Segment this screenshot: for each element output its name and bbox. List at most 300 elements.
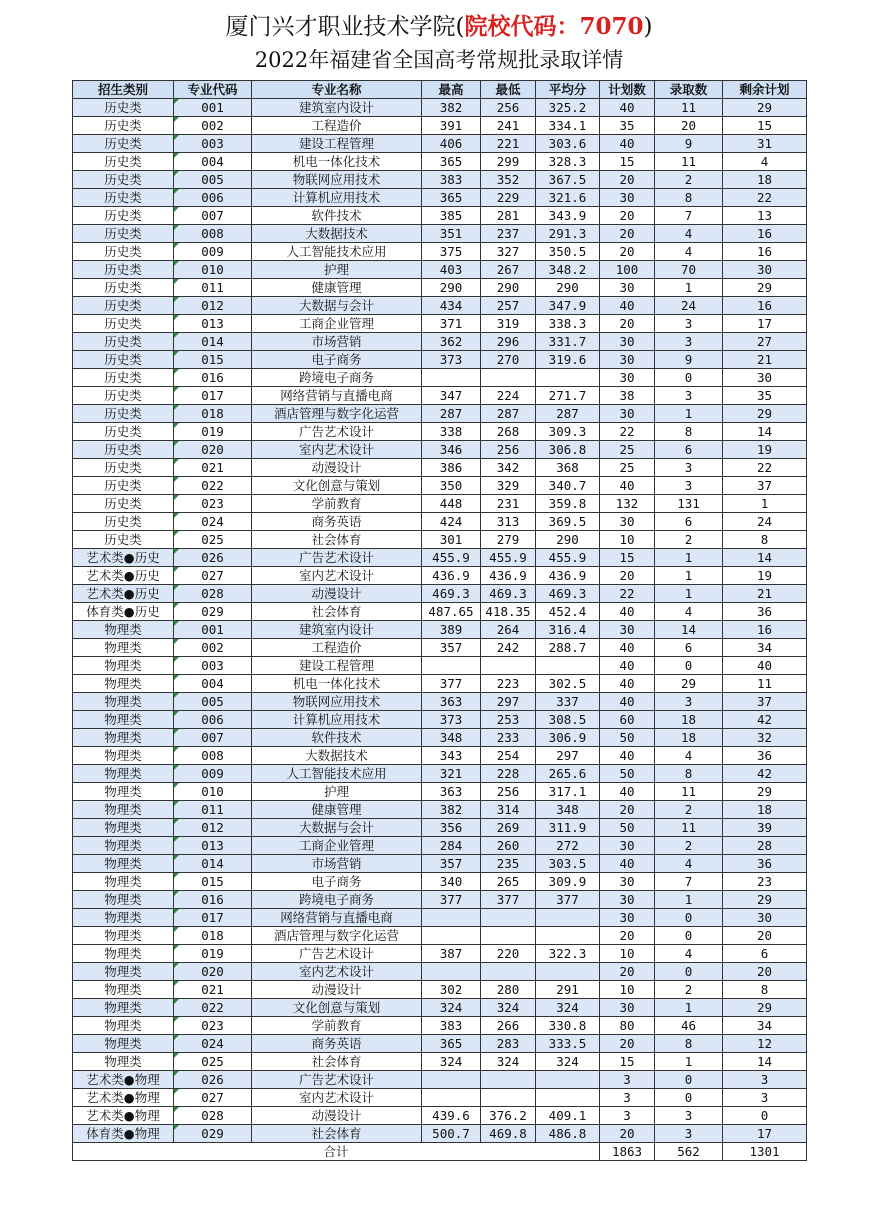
cell-plan-count: 15 bbox=[600, 1053, 655, 1071]
cell-plan-count: 15 bbox=[600, 153, 655, 171]
cell-avg-score: 452.4 bbox=[536, 603, 600, 621]
cell-avg-score: 290 bbox=[536, 279, 600, 297]
cell-major-code: 004 bbox=[174, 153, 252, 171]
table-row bbox=[73, 1107, 807, 1125]
cell-remaining-plan: 22 bbox=[723, 189, 807, 207]
cell-major-name: 软件技术 bbox=[252, 207, 422, 225]
cell-major-code: 025 bbox=[174, 531, 252, 549]
cell-plan-count: 40 bbox=[600, 693, 655, 711]
cell-min-score: 266 bbox=[481, 1017, 536, 1035]
cell-max-score: 365 bbox=[422, 1035, 481, 1053]
cell-major-name: 酒店管理与数字化运营 bbox=[252, 927, 422, 945]
cell-category: 历史类 bbox=[73, 297, 174, 315]
cell-avg-score: 306.9 bbox=[536, 729, 600, 747]
cell-category: 物理类 bbox=[73, 693, 174, 711]
cell-min-score: 269 bbox=[481, 819, 536, 837]
table-row bbox=[73, 387, 807, 405]
cell-major-name: 跨境电子商务 bbox=[252, 369, 422, 387]
cell-remaining-plan: 30 bbox=[723, 909, 807, 927]
cell-max-score bbox=[422, 1089, 481, 1107]
cell-avg-score: 290 bbox=[536, 531, 600, 549]
cell-max-score: 343 bbox=[422, 747, 481, 765]
table-row bbox=[73, 1089, 807, 1107]
cell-min-score: 296 bbox=[481, 333, 536, 351]
cell-remaining-plan: 34 bbox=[723, 1017, 807, 1035]
cell-avg-score: 303.5 bbox=[536, 855, 600, 873]
cell-category: 历史类 bbox=[73, 423, 174, 441]
cell-max-score: 389 bbox=[422, 621, 481, 639]
cell-major-code: 003 bbox=[174, 657, 252, 675]
table-row bbox=[73, 477, 807, 495]
cell-min-score: 221 bbox=[481, 135, 536, 153]
cell-major-name: 人工智能技术应用 bbox=[252, 765, 422, 783]
cell-remaining-plan: 40 bbox=[723, 657, 807, 675]
cell-min-score: 270 bbox=[481, 351, 536, 369]
table-row bbox=[73, 549, 807, 567]
cell-max-score: 469.3 bbox=[422, 585, 481, 603]
cell-min-score: 256 bbox=[481, 99, 536, 117]
cell-avg-score: 333.5 bbox=[536, 1035, 600, 1053]
cell-remaining-plan: 32 bbox=[723, 729, 807, 747]
cell-avg-score: 337 bbox=[536, 693, 600, 711]
cell-admitted-count: 24 bbox=[655, 297, 723, 315]
cell-major-name: 文化创意与策划 bbox=[252, 999, 422, 1017]
cell-major-code: 026 bbox=[174, 1071, 252, 1089]
cell-min-score bbox=[481, 1089, 536, 1107]
cell-min-score: 324 bbox=[481, 1053, 536, 1071]
cell-remaining-plan: 4 bbox=[723, 153, 807, 171]
cell-remaining-plan: 19 bbox=[723, 441, 807, 459]
cell-remaining-plan: 14 bbox=[723, 549, 807, 567]
cell-avg-score: 271.7 bbox=[536, 387, 600, 405]
cell-avg-score: 321.6 bbox=[536, 189, 600, 207]
table-row bbox=[73, 207, 807, 225]
cell-min-score: 314 bbox=[481, 801, 536, 819]
cell-admitted-count: 11 bbox=[655, 153, 723, 171]
cell-major-name: 计算机应用技术 bbox=[252, 189, 422, 207]
cell-major-code: 019 bbox=[174, 945, 252, 963]
cell-avg-score: 308.5 bbox=[536, 711, 600, 729]
cell-avg-score: 319.6 bbox=[536, 351, 600, 369]
header-max-score: 最高 bbox=[422, 81, 481, 99]
cell-major-code: 018 bbox=[174, 927, 252, 945]
cell-major-name: 建筑室内设计 bbox=[252, 621, 422, 639]
table-row bbox=[73, 567, 807, 585]
cell-avg-score: 325.2 bbox=[536, 99, 600, 117]
cell-admitted-count: 7 bbox=[655, 207, 723, 225]
cell-plan-count: 20 bbox=[600, 1125, 655, 1143]
cell-plan-count: 30 bbox=[600, 621, 655, 639]
table-row bbox=[73, 909, 807, 927]
cell-min-score: 376.2 bbox=[481, 1107, 536, 1125]
cell-admitted-count: 1 bbox=[655, 999, 723, 1017]
cell-min-score: 220 bbox=[481, 945, 536, 963]
cell-plan-count: 38 bbox=[600, 387, 655, 405]
table-row bbox=[73, 513, 807, 531]
cell-major-name: 电子商务 bbox=[252, 873, 422, 891]
cell-min-score: 224 bbox=[481, 387, 536, 405]
header-admitted-count: 录取数 bbox=[655, 81, 723, 99]
cell-plan-count: 30 bbox=[600, 891, 655, 909]
cell-plan-count: 10 bbox=[600, 981, 655, 999]
cell-category: 历史类 bbox=[73, 243, 174, 261]
cell-major-code: 013 bbox=[174, 315, 252, 333]
total-remaining: 1301 bbox=[723, 1143, 807, 1161]
cell-plan-count: 40 bbox=[600, 783, 655, 801]
cell-remaining-plan: 20 bbox=[723, 927, 807, 945]
cell-admitted-count: 1 bbox=[655, 567, 723, 585]
table-row bbox=[73, 225, 807, 243]
cell-major-code: 005 bbox=[174, 693, 252, 711]
cell-min-score bbox=[481, 657, 536, 675]
table-row bbox=[73, 747, 807, 765]
cell-remaining-plan: 17 bbox=[723, 1125, 807, 1143]
cell-category: 艺术类●物理 bbox=[73, 1089, 174, 1107]
cell-major-name: 健康管理 bbox=[252, 279, 422, 297]
cell-major-code: 023 bbox=[174, 495, 252, 513]
cell-category: 历史类 bbox=[73, 387, 174, 405]
cell-remaining-plan: 29 bbox=[723, 99, 807, 117]
cell-min-score: 256 bbox=[481, 441, 536, 459]
cell-admitted-count: 3 bbox=[655, 1125, 723, 1143]
school-code: 院校代码：7070 bbox=[464, 13, 644, 40]
cell-major-name: 人工智能技术应用 bbox=[252, 243, 422, 261]
cell-remaining-plan: 37 bbox=[723, 693, 807, 711]
cell-plan-count: 30 bbox=[600, 873, 655, 891]
cell-major-code: 008 bbox=[174, 747, 252, 765]
cell-plan-count: 80 bbox=[600, 1017, 655, 1035]
cell-category: 物理类 bbox=[73, 909, 174, 927]
cell-min-score: 253 bbox=[481, 711, 536, 729]
cell-admitted-count: 0 bbox=[655, 1089, 723, 1107]
cell-plan-count: 3 bbox=[600, 1071, 655, 1089]
table-row bbox=[73, 783, 807, 801]
cell-min-score: 241 bbox=[481, 117, 536, 135]
cell-remaining-plan: 24 bbox=[723, 513, 807, 531]
table-row bbox=[73, 891, 807, 909]
cell-plan-count: 20 bbox=[600, 567, 655, 585]
table-body bbox=[73, 99, 807, 1143]
cell-admitted-count: 0 bbox=[655, 657, 723, 675]
cell-min-score: 254 bbox=[481, 747, 536, 765]
cell-remaining-plan: 36 bbox=[723, 855, 807, 873]
cell-avg-score: 309.9 bbox=[536, 873, 600, 891]
cell-major-code: 010 bbox=[174, 261, 252, 279]
cell-max-score: 302 bbox=[422, 981, 481, 999]
cell-plan-count: 20 bbox=[600, 207, 655, 225]
table-row bbox=[73, 459, 807, 477]
cell-remaining-plan: 14 bbox=[723, 423, 807, 441]
cell-max-score: 371 bbox=[422, 315, 481, 333]
cell-major-code: 007 bbox=[174, 207, 252, 225]
cell-major-name: 大数据与会计 bbox=[252, 297, 422, 315]
cell-avg-score: 297 bbox=[536, 747, 600, 765]
cell-avg-score: 350.5 bbox=[536, 243, 600, 261]
cell-avg-score: 338.3 bbox=[536, 315, 600, 333]
table-row bbox=[73, 873, 807, 891]
header-remaining-plan: 剩余计划 bbox=[723, 81, 807, 99]
cell-category: 体育类●物理 bbox=[73, 1125, 174, 1143]
cell-remaining-plan: 11 bbox=[723, 675, 807, 693]
cell-category: 历史类 bbox=[73, 459, 174, 477]
cell-max-score: 363 bbox=[422, 693, 481, 711]
cell-category: 物理类 bbox=[73, 945, 174, 963]
cell-major-name: 机电一体化技术 bbox=[252, 675, 422, 693]
table-row bbox=[73, 999, 807, 1017]
cell-remaining-plan: 8 bbox=[723, 981, 807, 999]
cell-remaining-plan: 22 bbox=[723, 459, 807, 477]
cell-avg-score: 377 bbox=[536, 891, 600, 909]
cell-major-code: 021 bbox=[174, 459, 252, 477]
cell-plan-count: 20 bbox=[600, 315, 655, 333]
cell-major-code: 001 bbox=[174, 621, 252, 639]
cell-avg-score: 309.3 bbox=[536, 423, 600, 441]
cell-avg-score: 324 bbox=[536, 1053, 600, 1071]
table-row bbox=[73, 603, 807, 621]
cell-max-score: 387 bbox=[422, 945, 481, 963]
cell-avg-score: 367.5 bbox=[536, 171, 600, 189]
table-row bbox=[73, 693, 807, 711]
table-row bbox=[73, 621, 807, 639]
table-row bbox=[73, 1035, 807, 1053]
cell-max-score: 406 bbox=[422, 135, 481, 153]
cell-major-name: 物联网应用技术 bbox=[252, 171, 422, 189]
cell-admitted-count: 70 bbox=[655, 261, 723, 279]
cell-avg-score: 369.5 bbox=[536, 513, 600, 531]
table-row bbox=[73, 1053, 807, 1071]
cell-max-score bbox=[422, 909, 481, 927]
cell-max-score: 382 bbox=[422, 99, 481, 117]
cell-category: 艺术类●历史 bbox=[73, 585, 174, 603]
cell-min-score: 257 bbox=[481, 297, 536, 315]
cell-admitted-count: 3 bbox=[655, 387, 723, 405]
cell-max-score: 383 bbox=[422, 171, 481, 189]
cell-major-name: 护理 bbox=[252, 261, 422, 279]
header-major-name: 专业名称 bbox=[252, 81, 422, 99]
cell-major-name: 商务英语 bbox=[252, 1035, 422, 1053]
cell-plan-count: 10 bbox=[600, 531, 655, 549]
header-major-code: 专业代码 bbox=[174, 81, 252, 99]
table-row bbox=[73, 657, 807, 675]
cell-admitted-count: 3 bbox=[655, 1107, 723, 1125]
cell-admitted-count: 4 bbox=[655, 945, 723, 963]
cell-plan-count: 35 bbox=[600, 117, 655, 135]
cell-avg-score: 436.9 bbox=[536, 567, 600, 585]
cell-major-code: 027 bbox=[174, 1089, 252, 1107]
cell-major-name: 软件技术 bbox=[252, 729, 422, 747]
cell-admitted-count: 4 bbox=[655, 855, 723, 873]
cell-avg-score: 328.3 bbox=[536, 153, 600, 171]
cell-max-score: 377 bbox=[422, 891, 481, 909]
cell-min-score: 268 bbox=[481, 423, 536, 441]
cell-remaining-plan: 29 bbox=[723, 783, 807, 801]
cell-remaining-plan: 16 bbox=[723, 297, 807, 315]
cell-category: 历史类 bbox=[73, 153, 174, 171]
cell-min-score: 260 bbox=[481, 837, 536, 855]
table-row bbox=[73, 585, 807, 603]
admission-table bbox=[72, 80, 807, 1161]
cell-category: 体育类●历史 bbox=[73, 603, 174, 621]
cell-major-code: 001 bbox=[174, 99, 252, 117]
cell-avg-score: 334.1 bbox=[536, 117, 600, 135]
table-row bbox=[73, 675, 807, 693]
cell-admitted-count: 0 bbox=[655, 1071, 723, 1089]
cell-remaining-plan: 21 bbox=[723, 351, 807, 369]
cell-category: 物理类 bbox=[73, 927, 174, 945]
cell-major-code: 015 bbox=[174, 351, 252, 369]
cell-plan-count: 30 bbox=[600, 909, 655, 927]
cell-major-name: 健康管理 bbox=[252, 801, 422, 819]
table-row bbox=[73, 261, 807, 279]
page-title: 厦门兴才职业技术学院(院校代码：7070) bbox=[225, 13, 653, 40]
table-row bbox=[73, 441, 807, 459]
cell-plan-count: 40 bbox=[600, 675, 655, 693]
cell-max-score: 382 bbox=[422, 801, 481, 819]
cell-admitted-count: 8 bbox=[655, 765, 723, 783]
cell-admitted-count: 7 bbox=[655, 873, 723, 891]
table-row bbox=[73, 423, 807, 441]
cell-major-name: 市场营销 bbox=[252, 333, 422, 351]
cell-category: 物理类 bbox=[73, 999, 174, 1017]
cell-category: 物理类 bbox=[73, 963, 174, 981]
cell-max-score: 391 bbox=[422, 117, 481, 135]
cell-remaining-plan: 16 bbox=[723, 621, 807, 639]
cell-plan-count: 40 bbox=[600, 603, 655, 621]
cell-plan-count: 20 bbox=[600, 801, 655, 819]
cell-admitted-count: 1 bbox=[655, 549, 723, 567]
cell-min-score: 281 bbox=[481, 207, 536, 225]
cell-major-name: 动漫设计 bbox=[252, 1107, 422, 1125]
cell-admitted-count: 8 bbox=[655, 189, 723, 207]
cell-category: 历史类 bbox=[73, 135, 174, 153]
cell-admitted-count: 1 bbox=[655, 891, 723, 909]
cell-remaining-plan: 8 bbox=[723, 531, 807, 549]
cell-remaining-plan: 15 bbox=[723, 117, 807, 135]
cell-plan-count: 30 bbox=[600, 333, 655, 351]
cell-admitted-count: 8 bbox=[655, 423, 723, 441]
cell-category: 物理类 bbox=[73, 657, 174, 675]
cell-major-code: 013 bbox=[174, 837, 252, 855]
cell-max-score: 363 bbox=[422, 783, 481, 801]
cell-remaining-plan: 29 bbox=[723, 999, 807, 1017]
cell-remaining-plan: 21 bbox=[723, 585, 807, 603]
cell-plan-count: 15 bbox=[600, 549, 655, 567]
cell-admitted-count: 1 bbox=[655, 585, 723, 603]
cell-admitted-count: 1 bbox=[655, 405, 723, 423]
cell-admitted-count: 3 bbox=[655, 333, 723, 351]
cell-admitted-count: 3 bbox=[655, 459, 723, 477]
cell-plan-count: 22 bbox=[600, 423, 655, 441]
cell-max-score: 373 bbox=[422, 351, 481, 369]
cell-admitted-count: 0 bbox=[655, 369, 723, 387]
cell-admitted-count: 0 bbox=[655, 927, 723, 945]
cell-major-name: 学前教育 bbox=[252, 1017, 422, 1035]
cell-max-score: 357 bbox=[422, 855, 481, 873]
cell-max-score: 350 bbox=[422, 477, 481, 495]
cell-avg-score: 348 bbox=[536, 801, 600, 819]
cell-remaining-plan: 36 bbox=[723, 747, 807, 765]
cell-max-score: 347 bbox=[422, 387, 481, 405]
cell-max-score: 373 bbox=[422, 711, 481, 729]
cell-major-name: 广告艺术设计 bbox=[252, 549, 422, 567]
cell-min-score: 290 bbox=[481, 279, 536, 297]
cell-avg-score: 486.8 bbox=[536, 1125, 600, 1143]
cell-remaining-plan: 19 bbox=[723, 567, 807, 585]
cell-major-name: 市场营销 bbox=[252, 855, 422, 873]
cell-category: 历史类 bbox=[73, 117, 174, 135]
cell-min-score: 455.9 bbox=[481, 549, 536, 567]
cell-major-name: 酒店管理与数字化运营 bbox=[252, 405, 422, 423]
table-row bbox=[73, 315, 807, 333]
cell-min-score: 237 bbox=[481, 225, 536, 243]
cell-admitted-count: 9 bbox=[655, 351, 723, 369]
cell-max-score: 403 bbox=[422, 261, 481, 279]
table-row bbox=[73, 495, 807, 513]
table-row bbox=[73, 1071, 807, 1089]
cell-min-score: 280 bbox=[481, 981, 536, 999]
cell-major-code: 029 bbox=[174, 603, 252, 621]
cell-admitted-count: 4 bbox=[655, 747, 723, 765]
cell-min-score bbox=[481, 927, 536, 945]
cell-min-score: 342 bbox=[481, 459, 536, 477]
total-row bbox=[73, 1143, 807, 1161]
cell-min-score: 233 bbox=[481, 729, 536, 747]
cell-category: 物理类 bbox=[73, 801, 174, 819]
cell-plan-count: 50 bbox=[600, 819, 655, 837]
cell-max-score: 340 bbox=[422, 873, 481, 891]
table-row bbox=[73, 1125, 807, 1143]
cell-category: 物理类 bbox=[73, 1035, 174, 1053]
cell-category: 物理类 bbox=[73, 891, 174, 909]
cell-admitted-count: 0 bbox=[655, 909, 723, 927]
cell-major-code: 011 bbox=[174, 279, 252, 297]
cell-plan-count: 30 bbox=[600, 405, 655, 423]
cell-remaining-plan: 18 bbox=[723, 801, 807, 819]
cell-category: 物理类 bbox=[73, 1017, 174, 1035]
cell-max-score: 324 bbox=[422, 1053, 481, 1071]
cell-avg-score: 455.9 bbox=[536, 549, 600, 567]
cell-max-score: 356 bbox=[422, 819, 481, 837]
cell-plan-count: 40 bbox=[600, 639, 655, 657]
cell-major-code: 016 bbox=[174, 369, 252, 387]
cell-plan-count: 40 bbox=[600, 747, 655, 765]
cell-max-score: 290 bbox=[422, 279, 481, 297]
cell-avg-score bbox=[536, 909, 600, 927]
cell-category: 物理类 bbox=[73, 639, 174, 657]
cell-major-code: 023 bbox=[174, 1017, 252, 1035]
cell-min-score: 229 bbox=[481, 189, 536, 207]
cell-category: 物理类 bbox=[73, 729, 174, 747]
cell-remaining-plan: 37 bbox=[723, 477, 807, 495]
cell-major-name: 广告艺术设计 bbox=[252, 945, 422, 963]
cell-min-score: 319 bbox=[481, 315, 536, 333]
cell-admitted-count: 29 bbox=[655, 675, 723, 693]
cell-max-score: 375 bbox=[422, 243, 481, 261]
cell-avg-score bbox=[536, 1089, 600, 1107]
cell-avg-score: 368 bbox=[536, 459, 600, 477]
cell-avg-score: 324 bbox=[536, 999, 600, 1017]
cell-min-score bbox=[481, 369, 536, 387]
cell-admitted-count: 6 bbox=[655, 513, 723, 531]
cell-plan-count: 40 bbox=[600, 855, 655, 873]
cell-avg-score: 302.5 bbox=[536, 675, 600, 693]
cell-plan-count: 3 bbox=[600, 1089, 655, 1107]
cell-plan-count: 30 bbox=[600, 999, 655, 1017]
cell-remaining-plan: 3 bbox=[723, 1089, 807, 1107]
cell-category: 历史类 bbox=[73, 333, 174, 351]
cell-remaining-plan: 14 bbox=[723, 1053, 807, 1071]
cell-min-score: 264 bbox=[481, 621, 536, 639]
